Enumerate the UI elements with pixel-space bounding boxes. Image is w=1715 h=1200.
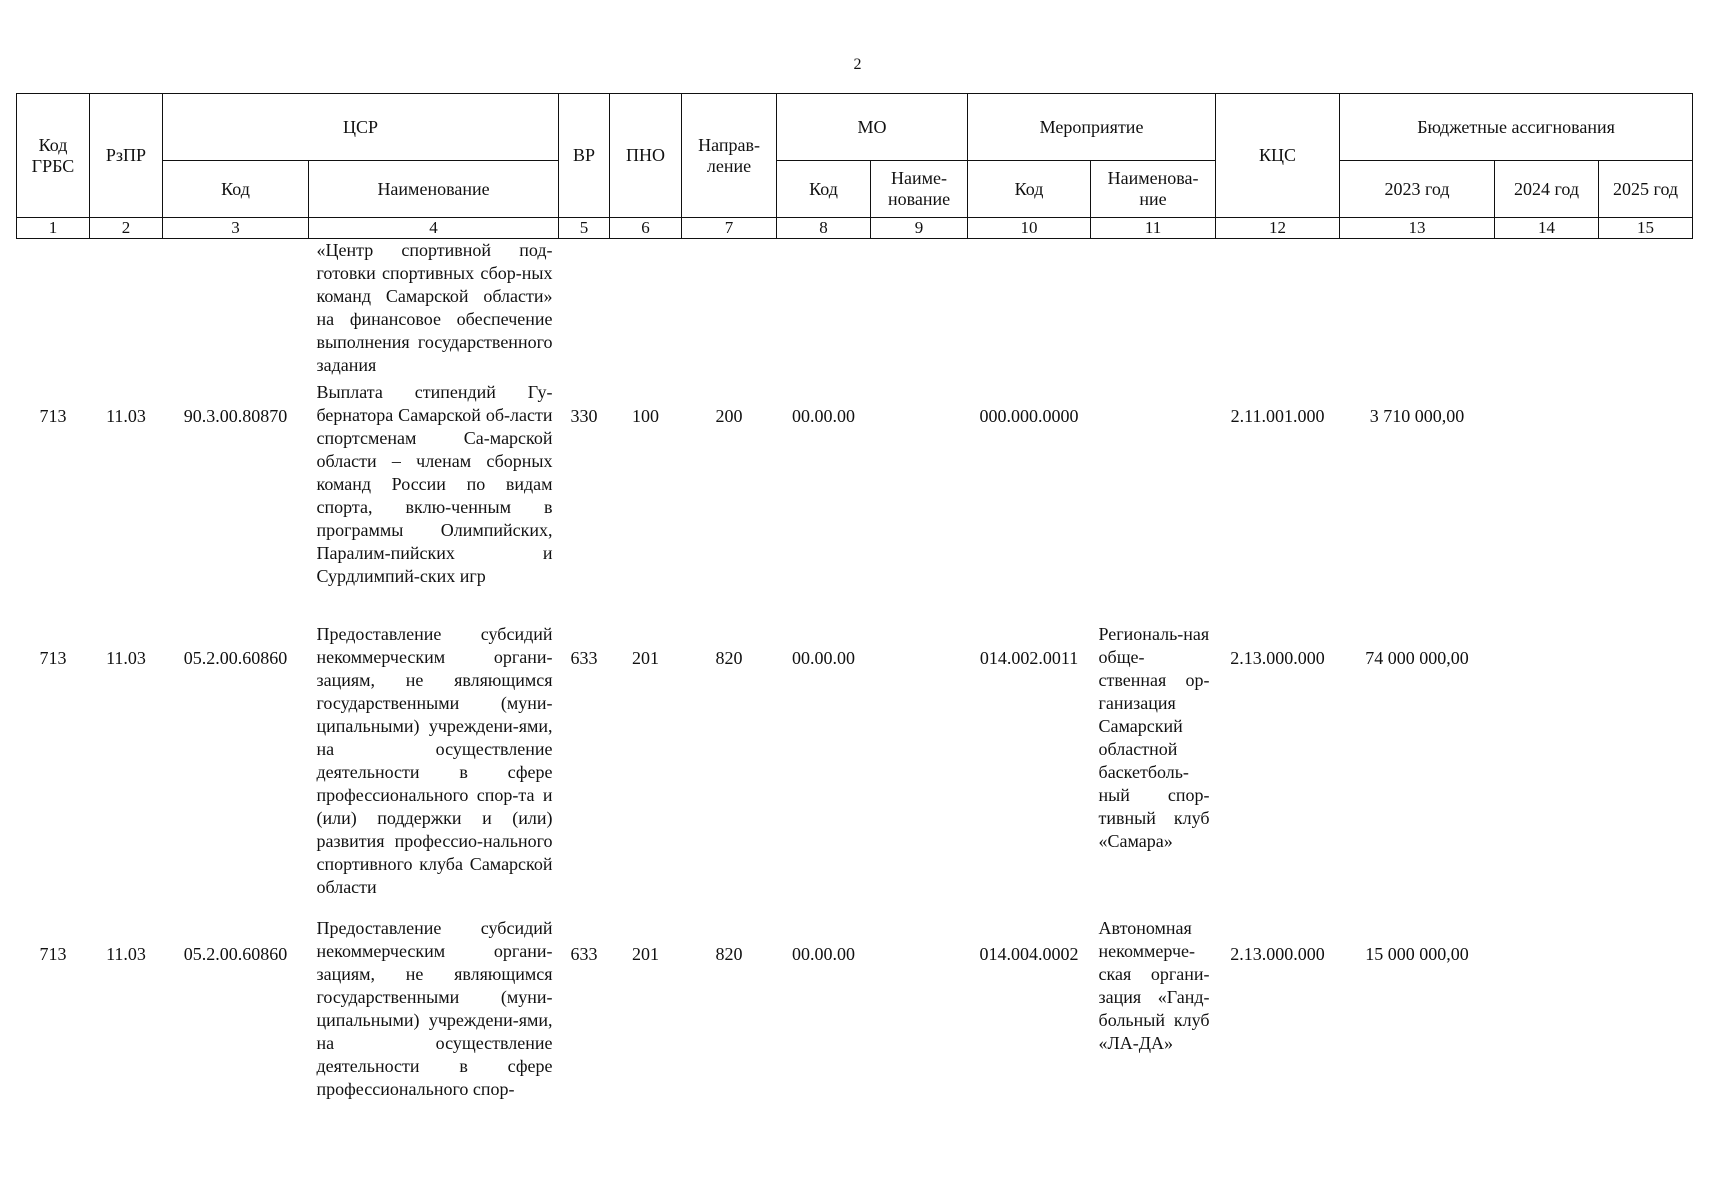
cell-2024 — [1495, 917, 1599, 1101]
cell-2025 — [1599, 917, 1693, 1101]
header-csr-kod: Код — [163, 161, 309, 218]
column-number: 4 — [309, 218, 559, 239]
cell-mo-name — [871, 381, 968, 623]
column-number: 13 — [1340, 218, 1495, 239]
column-number: 6 — [610, 218, 682, 239]
header-mer-name: Наименова-ние — [1091, 161, 1216, 218]
header-mo-name: Наиме-нование — [871, 161, 968, 218]
header-csr: ЦСР — [163, 94, 559, 161]
column-number: 7 — [682, 218, 777, 239]
column-number-row — [17, 218, 1693, 239]
column-number: 2 — [90, 218, 163, 239]
page-number: 2 — [853, 56, 862, 73]
header-2025: 2025 год — [1599, 161, 1693, 218]
header-kod-grbs: Код ГРБС — [17, 94, 90, 218]
header-budget: Бюджетные ассигнования — [1340, 94, 1693, 161]
table-row — [17, 623, 1693, 917]
header-row-2 — [17, 161, 1693, 218]
cell-mo-name — [871, 917, 968, 1101]
cell-csr-name: Предоставление субсидий некоммерческим органи-зациям, не являющимся государственными (муни-ципальными) учреждени-ями, на осуществление деятельности в сфере профессионального спор- — [316, 918, 553, 1099]
column-number: 14 — [1495, 218, 1599, 239]
column-number: 5 — [559, 218, 610, 239]
cell-mo-code: 00.00.00 — [792, 944, 856, 964]
cell-kcs: 2.13.000.000 — [1230, 648, 1325, 668]
table-row — [17, 381, 1693, 623]
cell-2025 — [1599, 623, 1693, 917]
cell-napr: 820 — [715, 944, 743, 964]
cell-mo-code: 00.00.00 — [792, 648, 856, 668]
cell-rzpr: 11.03 — [106, 648, 146, 668]
cell-csr-name: Выплата стипендий Гу-бернатора Самарской об-ласти спортсменам Са-марской области – членам сборных команд России по видам спорта, вклю-ченным в программы Олимпийских, Паралим-пийских и Сурдлимпий-ских игр — [316, 382, 553, 586]
column-number: 15 — [1599, 218, 1693, 239]
cell-2025 — [1599, 381, 1693, 623]
table-row — [17, 917, 1693, 1101]
cell-grbs: 713 — [39, 648, 67, 668]
header-kcs: КЦС — [1216, 94, 1340, 218]
cell-mer-name: Региональ-ная обще-ственная ор-ганизация Самарский областной баскетболь-ный спор-тивный клуб «Самара» — [1098, 624, 1210, 851]
cell-csr-name: Предоставление субсидий некоммерческим органи-зациям, не являющимся государственными (муни-ципальными) учреждени-ями, на осуществление деятельности в сфере профессионального спор-та и (или) поддержки и (или) развития профессио-нального спортивного клуба Самарской области — [316, 624, 553, 897]
header-mo: МО — [777, 94, 968, 161]
column-number: 11 — [1091, 218, 1216, 239]
header-row-1 — [17, 94, 1693, 161]
continuation-row — [17, 239, 1693, 382]
cell-2023: 74 000 000,00 — [1365, 648, 1469, 668]
cell-csr-code: 90.3.00.80870 — [183, 406, 288, 426]
cell-mo-code: 00.00.00 — [792, 406, 856, 426]
cell-mer-code: 014.002.0011 — [979, 648, 1079, 668]
cell-mer-code: 000.000.0000 — [979, 406, 1079, 426]
cell-grbs: 713 — [39, 406, 67, 426]
budget-table — [16, 93, 1693, 1101]
cell-pno: 100 — [632, 406, 660, 426]
cell-vr: 330 — [570, 406, 598, 426]
cell-rzpr: 11.03 — [106, 944, 146, 964]
column-number: 9 — [871, 218, 968, 239]
header-csr-name: Наименование — [309, 161, 559, 218]
header-2024: 2024 год — [1495, 161, 1599, 218]
cell-vr: 633 — [570, 944, 598, 964]
cell-kcs: 2.13.000.000 — [1230, 944, 1325, 964]
cell-pno: 201 — [632, 944, 660, 964]
cell-2024 — [1495, 381, 1599, 623]
continuation-text: «Центр спортивной под-готовки спортивных сбор-ных команд Самарской области» на финансовое обеспечение выполнения государственного задания — [316, 240, 553, 375]
cell-rzpr: 11.03 — [106, 406, 146, 426]
cell-mer-name — [1091, 381, 1216, 623]
cell-grbs: 713 — [39, 944, 67, 964]
cell-2023: 3 710 000,00 — [1369, 406, 1465, 426]
cell-mer-code: 014.004.0002 — [979, 944, 1079, 964]
header-rzpr: РзПР — [90, 94, 163, 218]
cell-mer-name: Автономная некоммерче-ская органи-зация «Ганд-больный клуб «ЛА-ДА» — [1098, 918, 1210, 1053]
header-pno: ПНО — [610, 94, 682, 218]
column-number: 10 — [968, 218, 1091, 239]
cell-csr-code: 05.2.00.60860 — [183, 944, 288, 964]
cell-pno: 201 — [632, 648, 660, 668]
header-mer-kod: Код — [968, 161, 1091, 218]
column-number: 8 — [777, 218, 871, 239]
cell-napr: 200 — [715, 406, 743, 426]
header-meropriyatie: Мероприятие — [968, 94, 1216, 161]
cell-2024 — [1495, 623, 1599, 917]
column-number: 3 — [163, 218, 309, 239]
cell-2023: 15 000 000,00 — [1365, 944, 1469, 964]
cell-napr: 820 — [715, 648, 743, 668]
column-number: 1 — [17, 218, 90, 239]
cell-kcs: 2.11.001.000 — [1230, 406, 1325, 426]
column-number: 12 — [1216, 218, 1340, 239]
header-napravlenie: Направ-ление — [682, 94, 777, 218]
header-mo-kod: Код — [777, 161, 871, 218]
cell-csr-code: 05.2.00.60860 — [183, 648, 288, 668]
cell-mo-name — [871, 623, 968, 917]
header-vr: ВР — [559, 94, 610, 218]
header-2023: 2023 год — [1340, 161, 1495, 218]
cell-vr: 633 — [570, 648, 598, 668]
